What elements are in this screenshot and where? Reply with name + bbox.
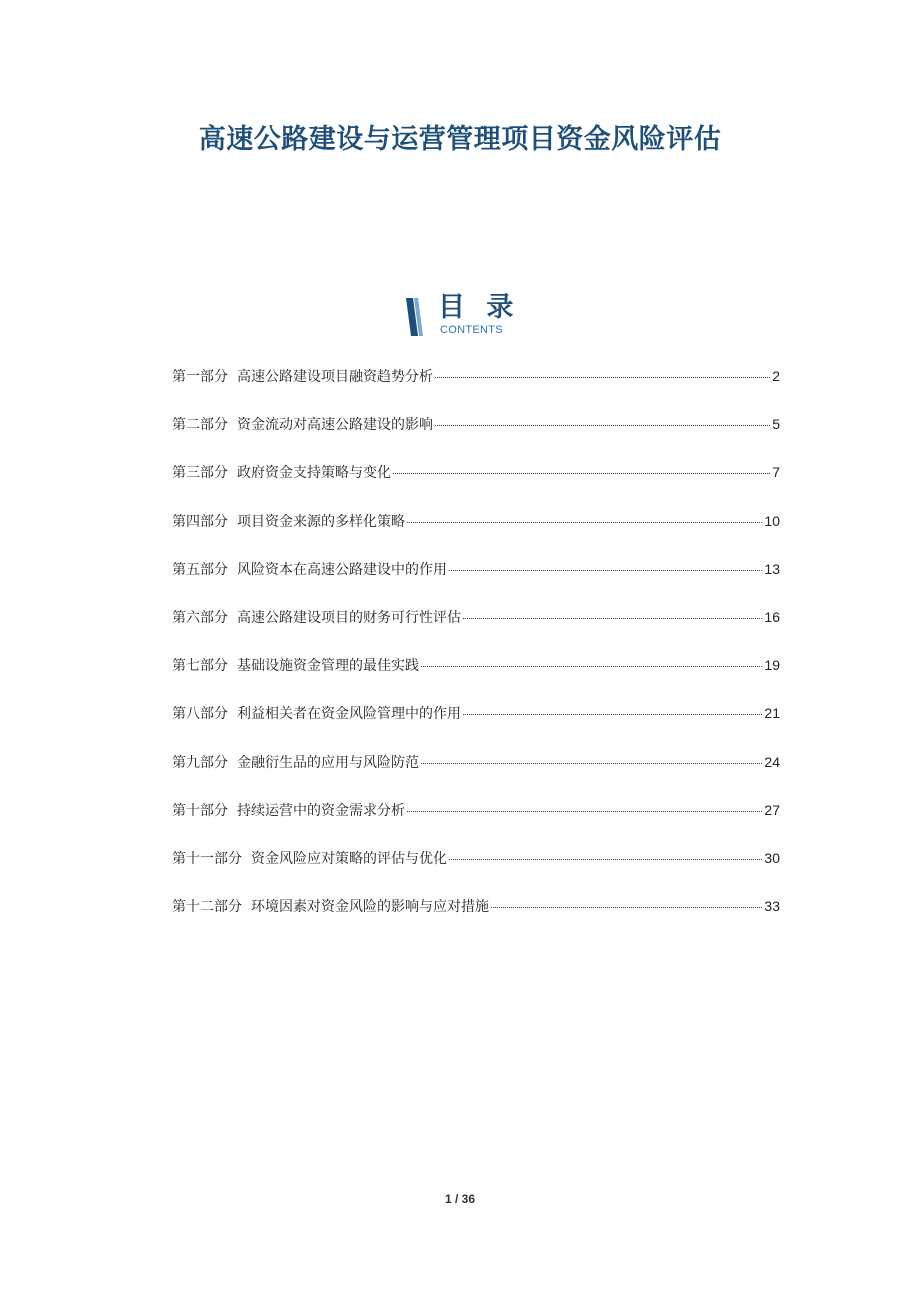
toc-dot-leader — [463, 714, 762, 715]
document-title: 高速公路建设与运营管理项目资金风险评估 — [198, 124, 722, 155]
toc-entry-part: 第四部分 — [172, 513, 228, 530]
toc-entry-title: 高速公路建设项目融资趋势分析 — [237, 369, 433, 385]
toc-entry[interactable] — [172, 462, 780, 510]
toc-heading-subtitle: CONTENTS — [440, 324, 503, 336]
toc-dot-leader — [491, 907, 762, 908]
toc-entry-part: 第二部分 — [172, 417, 228, 434]
toc-dot-leader — [407, 522, 762, 523]
toc-entry-part: 第七部分 — [172, 658, 228, 675]
toc-dot-leader — [449, 570, 762, 571]
toc-entry[interactable] — [172, 896, 780, 944]
page-indicator: 1 / 36 — [444, 1192, 476, 1206]
toc-entry-title: 资金流动对高速公路建设的影响 — [237, 417, 433, 434]
toc-entry-page: 7 — [772, 464, 780, 481]
toc-dot-leader — [421, 666, 762, 667]
toc-entry-title: 项目资金来源的多样化策略 — [237, 513, 405, 530]
toc-entry-title: 金融衍生品的应用与风险防范 — [237, 754, 419, 771]
toc-entry[interactable] — [172, 559, 780, 607]
toc-entry-title: 基础设施资金管理的最佳实践 — [237, 658, 419, 675]
toc-entry-part: 第六部分 — [172, 609, 228, 626]
toc-entry[interactable] — [172, 414, 780, 462]
toc-entry-part: 第五部分 — [172, 561, 228, 578]
toc-bar-logo-icon — [404, 296, 430, 338]
toc-entry-title: 资金风险应对策略的评估与优化 — [251, 850, 447, 867]
toc-entry-part: 第十一部分 — [172, 850, 242, 867]
toc-entry-part: 第十部分 — [172, 802, 228, 819]
toc-entry-page: 30 — [764, 849, 780, 866]
toc-dot-leader — [435, 377, 770, 378]
toc-entry[interactable] — [172, 752, 780, 800]
toc-dot-leader — [407, 811, 762, 812]
toc-dot-leader — [393, 473, 770, 474]
toc-entry[interactable] — [172, 703, 780, 751]
toc-dot-leader — [463, 618, 762, 619]
toc-entry-title: 环境因素对资金风险的影响与应对措施 — [251, 899, 489, 916]
toc-entry-title: 持续运营中的资金需求分析 — [237, 802, 405, 819]
toc-dot-leader — [449, 859, 762, 860]
toc-entry-page: 5 — [772, 416, 780, 433]
toc-entry[interactable] — [172, 511, 780, 559]
toc-entry[interactable] — [172, 848, 780, 896]
toc-entry[interactable] — [172, 800, 780, 848]
toc-entry-part: 第八部分 — [172, 706, 228, 723]
toc-entry[interactable] — [172, 607, 780, 655]
table-of-contents — [172, 366, 780, 944]
toc-entry-part: 第一部分 — [172, 369, 228, 385]
toc-entry-page: 27 — [764, 801, 780, 818]
toc-entry-title: 高速公路建设项目的财务可行性评估 — [237, 609, 461, 626]
toc-entry-page: 2 — [772, 368, 780, 384]
toc-heading-title: 目 录 — [438, 292, 520, 323]
toc-dot-leader — [435, 425, 770, 426]
toc-entry-page: 10 — [764, 512, 780, 529]
toc-heading — [404, 292, 524, 340]
toc-entry-part: 第三部分 — [172, 465, 228, 482]
toc-entry-page: 24 — [764, 753, 780, 770]
toc-entry-title: 风险资本在高速公路建设中的作用 — [237, 561, 447, 578]
toc-entry-page: 21 — [764, 705, 780, 722]
toc-entry-title: 政府资金支持策略与变化 — [237, 465, 391, 482]
toc-entry-page: 19 — [764, 657, 780, 674]
toc-entry[interactable] — [172, 655, 780, 703]
toc-entry-page: 16 — [764, 608, 780, 625]
toc-entry-title: 利益相关者在资金风险管理中的作用 — [237, 706, 461, 723]
toc-entry-part: 第九部分 — [172, 754, 228, 771]
toc-entry-page: 33 — [764, 898, 780, 915]
toc-entry[interactable] — [172, 366, 780, 414]
toc-dot-leader — [421, 763, 762, 764]
toc-entry-part: 第十二部分 — [172, 899, 242, 916]
toc-entry-page: 13 — [764, 560, 780, 577]
